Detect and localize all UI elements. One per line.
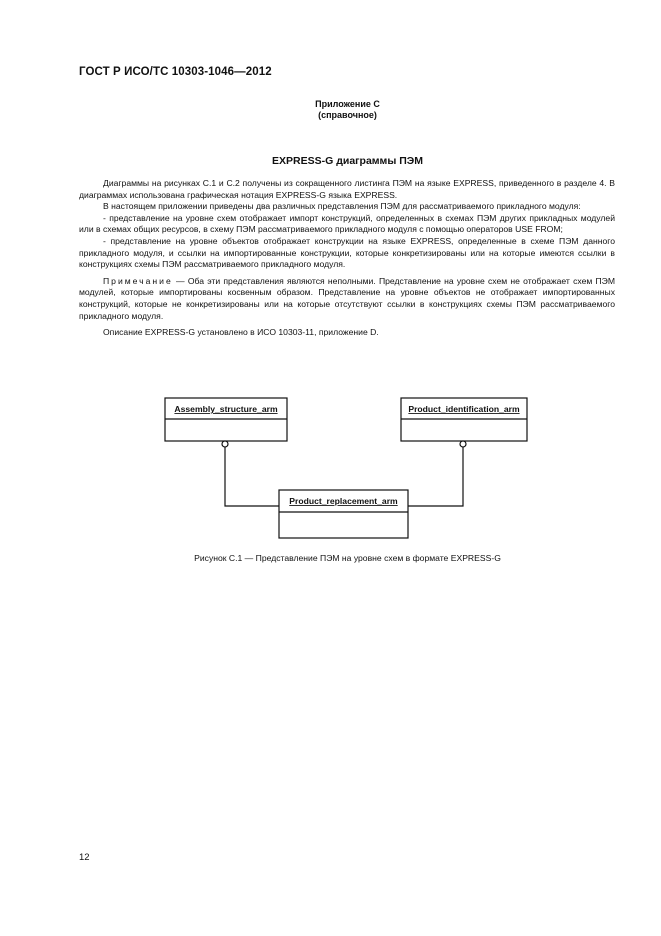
document-header: ГОСТ Р ИСО/ТС 10303-1046—2012	[79, 66, 272, 78]
box-label-assembly: Assembly_structure_arm	[174, 404, 278, 414]
appendix-subtitle: (справочное)	[318, 110, 377, 120]
note-label: Примечание	[103, 275, 173, 286]
connector-to-assembly	[225, 447, 279, 506]
connector-end-circle-assembly	[222, 441, 228, 447]
paragraph-intro: Диаграммы на рисунках C.1 и C.2 получены из сокращенного листинга ПЭМ на языке EXPRESS, приведенного в разделе 4. В диаграммах использована графическая нотация EXPRESS-G языка EXPRESS.	[79, 178, 615, 200]
section-title: EXPRESS-G диаграммы ПЭМ	[272, 155, 423, 167]
figure-caption: Рисунок C.1 — Представление ПЭМ на уровне схем в формате EXPRESS-G	[194, 553, 501, 563]
connector-end-circle-identification	[460, 441, 466, 447]
page-number: 12	[79, 852, 90, 863]
box-label-replacement: Product_replacement_arm	[289, 496, 398, 506]
paragraph-schema-level: - представление на уровне схем отображает импорт конструкций, определенных в схемах ПЭМ других прикладных модулей или в схемах общих ресурсов, в схему ПЭМ рассматриваемого прикладного модуля с помощью операторов USE FROM;	[79, 212, 615, 235]
box-label-identification: Product_identification_arm	[408, 404, 520, 414]
paragraph-object-level: - представление на уровне объектов отображает конструкции на языке EXPRESS, определенные в схеме ПЭМ данного прикладного модуля, и ссылки на импортированные конструкции, которые конкретизированы или на которые имеются ссылки в конструкциях схемы ПЭМ рассматриваемого прикладного модуля.	[79, 235, 615, 270]
connector-to-identification	[408, 447, 463, 506]
paragraph-express-g-reference: Описание EXPRESS-G установлено в ИСО 10303-11, приложение D.	[103, 327, 379, 338]
paragraph-representations: В настоящем приложении приведены два различных представления ПЭМ для рассматриваемого прикладного модуля:	[103, 201, 581, 212]
note-text: — Оба эти представления являются неполными. Представление на уровне схем не отображает схем ПЭМ модулей, которые импортированы косвенным образом. Представление на уровне объектов не отображает импортированных конструкций, которые не конкретизированы или на которые отсутствуют ссылки в конструкциях схемы ПЭМ рассматриваемого прикладного модуля.	[79, 275, 615, 321]
appendix-title: Приложение C	[315, 99, 380, 109]
